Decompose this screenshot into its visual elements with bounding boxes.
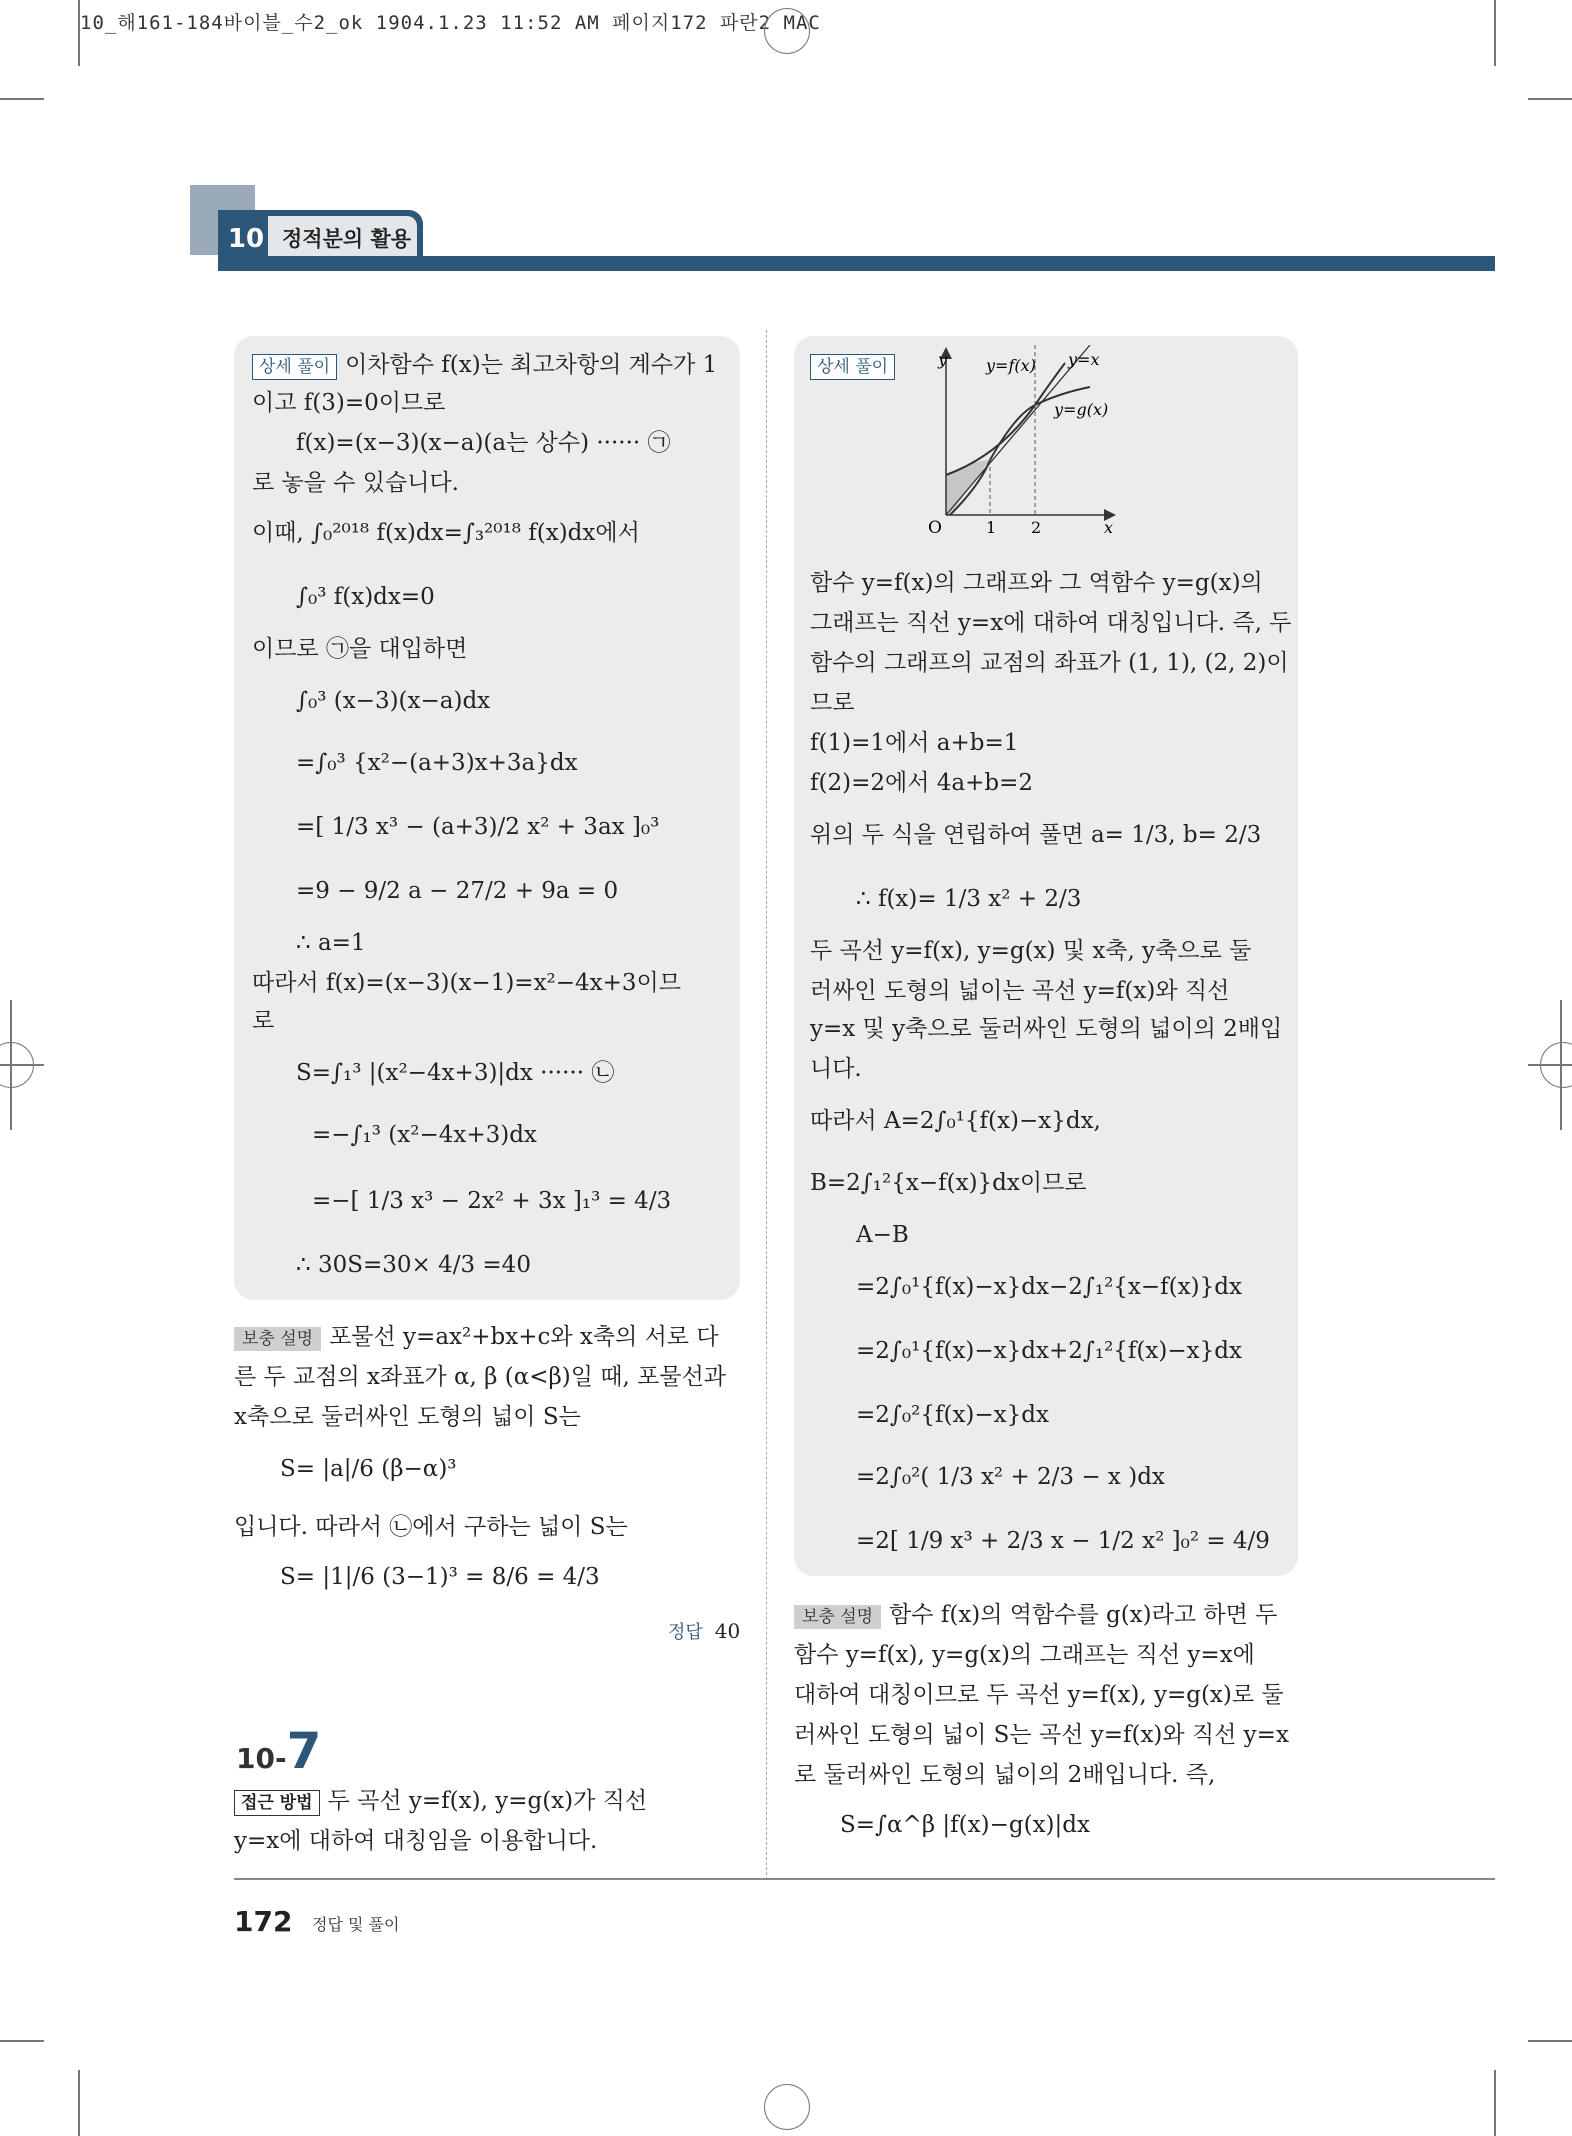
- right-panel-line-7: ∴ f(x)= 1/3 x² + 2/3: [856, 886, 1082, 912]
- problem-label: 10-7: [236, 1722, 322, 1780]
- left-panel-line-6: 이므로 ㉠을 대입하면: [252, 636, 468, 662]
- graph-tick-2: 2: [1031, 518, 1042, 537]
- problem-line-1: y=x에 대하여 대칭임을 이용합니다.: [234, 1828, 598, 1854]
- approach-tag: 접근 방법: [234, 1790, 320, 1816]
- right-note-tag: 보충 설명: [794, 1605, 881, 1629]
- right-solution-tag: 상세 풀이: [810, 354, 895, 380]
- graph-axis-y: y: [938, 350, 948, 369]
- crop-mark: [1528, 1064, 1572, 1066]
- answer-value: 40: [714, 1619, 741, 1643]
- right-note-line-1: 함수 y=f(x), y=g(x)의 그래프는 직선 y=x에: [794, 1642, 1255, 1668]
- crop-mark: [0, 1064, 44, 1066]
- left-panel-line-13: 로: [252, 1008, 275, 1034]
- right-panel-line-8: 두 곡선 y=f(x), y=g(x) 및 x축, y축으로 둘: [810, 938, 1252, 964]
- chapter-bar: [218, 256, 1495, 271]
- right-panel-line-0: 함수 y=f(x)의 그래프와 그 역함수 y=g(x)의: [810, 570, 1263, 596]
- left-panel-line-11: ∴ a=1: [296, 930, 366, 956]
- left-note-line-2: x축으로 둘러싸인 도형의 넓이 S는: [234, 1404, 581, 1430]
- right-solution-tag-wrap: [810, 350, 903, 380]
- left-panel-line-8: =∫₀³ {x²−(a+3)x+3a}dx: [296, 750, 578, 776]
- problem-line-0: 접근 방법 두 곡선 y=f(x), y=g(x)가 직선: [234, 1786, 647, 1816]
- left-note-tag: 보충 설명: [234, 1327, 321, 1351]
- crop-mark: [1528, 98, 1572, 100]
- right-panel-line-4: f(1)=1에서 a+b=1: [810, 730, 1019, 756]
- left-solution-tag: 상세 풀이: [252, 354, 337, 380]
- chapter-title: 정적분의 활용: [282, 227, 412, 251]
- left-panel-line-7: ∫₀³ (x−3)(x−a)dx: [296, 688, 491, 714]
- left-panel-line-15: =−∫₁³ (x²−4x+3)dx: [312, 1122, 537, 1148]
- page-number: 172: [234, 1905, 293, 1938]
- right-panel-line-1: 그래프는 직선 y=x에 대하여 대칭입니다. 즉, 두: [810, 610, 1292, 636]
- right-note-line-5: S=∫α^β |f(x)−g(x)|dx: [840, 1812, 1090, 1838]
- right-panel-line-13: B=2∫₁²{x−f(x)}dx이므로: [810, 1170, 1087, 1196]
- crop-mark: [1560, 1000, 1562, 1130]
- crop-mark: [1528, 2040, 1572, 2042]
- left-panel-line-2: f(x)=(x−3)(x−a)(a는 상수) ······ ㉠: [296, 430, 671, 456]
- left-panel-line-17: ∴ 30S=30× 4/3 =40: [296, 1252, 531, 1278]
- left-note-line-1: 른 두 교점의 x좌표가 α, β (α<β)일 때, 포물선과: [234, 1364, 727, 1390]
- right-panel-line-18: =2∫₀²( 1/3 x² + 2/3 − x )dx: [856, 1464, 1165, 1490]
- right-note-line-2: 대하여 대칭이므로 두 곡선 y=f(x), y=g(x)로 둘: [794, 1682, 1284, 1708]
- graph-label-yx: y=x: [1068, 350, 1100, 369]
- left-panel-line-9: =[ 1/3 x³ − (a+3)/2 x² + 3ax ]₀³: [296, 814, 660, 840]
- right-panel-line-15: =2∫₀¹{f(x)−x}dx−2∫₁²{x−f(x)}dx: [856, 1274, 1242, 1300]
- left-panel-line-4: 이때, ∫₀²⁰¹⁸ f(x)dx=∫₃²⁰¹⁸ f(x)dx에서: [252, 520, 640, 546]
- right-note-line-4: 로 둘러싸인 도형의 넓이의 2배입니다. 즉,: [794, 1762, 1216, 1788]
- crop-mark: [1494, 2070, 1496, 2136]
- graph-tick-1: 1: [986, 518, 997, 537]
- left-panel-line-14: S=∫₁³ |(x²−4x+3)|dx ······ ㉡: [296, 1060, 615, 1086]
- left-note-line-4: 입니다. 따라서 ㉡에서 구하는 넓이 S는: [234, 1514, 628, 1540]
- right-note-line-3: 러싸인 도형의 넓이 S는 곡선 y=f(x)와 직선 y=x: [794, 1722, 1289, 1748]
- left-panel-line-5: ∫₀³ f(x)dx=0: [296, 584, 435, 610]
- left-panel-line-10: =9 − 9/2 a − 27/2 + 9a = 0: [296, 878, 619, 904]
- left-panel-line-12: 따라서 f(x)=(x−3)(x−1)=x²−4x+3이므: [252, 970, 681, 996]
- crop-mark: [0, 2040, 44, 2042]
- function-graph: [900, 345, 1160, 545]
- right-panel-line-12: 따라서 A=2∫₀¹{f(x)−x}dx,: [810, 1108, 1101, 1134]
- left-note-line-5: S= |1|/6 (3−1)³ = 8/6 = 4/3: [280, 1564, 600, 1590]
- left-panel-line-1: 이고 f(3)=0이므로: [252, 390, 446, 416]
- answer-label: 정답: [668, 1622, 703, 1643]
- right-panel-line-19: =2[ 1/9 x³ + 2/3 x − 1/2 x² ]₀² = 4/9: [856, 1528, 1270, 1554]
- crop-mark: [0, 98, 44, 100]
- right-panel-line-5: f(2)=2에서 4a+b=2: [810, 770, 1033, 796]
- registration-mark: [764, 8, 810, 54]
- crop-mark: [78, 2070, 80, 2136]
- crop-mark: [78, 0, 80, 66]
- footer-title: 정답 및 풀이: [312, 1915, 400, 1934]
- left-note-line-3: S= |a|/6 (β−α)³: [280, 1456, 457, 1482]
- right-panel-line-9: 러싸인 도형의 넓이는 곡선 y=f(x)와 직선: [810, 978, 1230, 1004]
- graph-label-gx: y=g(x): [1054, 400, 1109, 419]
- graph-label-fx: y=f(x): [986, 356, 1036, 375]
- right-panel-line-3: 므로: [810, 690, 855, 716]
- crop-mark: [10, 1000, 12, 1130]
- print-header: 10_해161-184바이블_수2_ok 1904.1.23 11:52 AM 페이지172 파란2 MAC: [80, 12, 821, 34]
- left-panel-line-3: 로 놓을 수 있습니다.: [252, 470, 459, 496]
- left-panel-line-0: 상세 풀이 이차함수 f(x)는 최고차항의 계수가 1: [252, 350, 717, 380]
- answer: [668, 1618, 740, 1644]
- footer-rule: [234, 1878, 1495, 1880]
- graph-axis-x: x: [1104, 518, 1114, 537]
- right-panel-line-17: =2∫₀²{f(x)−x}dx: [856, 1402, 1049, 1428]
- right-note-line-0: 보충 설명 함수 f(x)의 역함수를 g(x)라고 하면 두: [794, 1600, 1277, 1630]
- right-panel-line-2: 함수의 그래프의 교점의 좌표가 (1, 1), (2, 2)이: [810, 650, 1289, 676]
- crop-mark: [1494, 0, 1496, 66]
- chapter-number: 10: [224, 216, 268, 262]
- left-note-line-0: 보충 설명 포물선 y=ax²+bx+c와 x축의 서로 다: [234, 1322, 719, 1352]
- left-panel-line-16: =−[ 1/3 x³ − 2x² + 3x ]₁³ = 4/3: [312, 1188, 672, 1214]
- graph-origin: O: [928, 518, 942, 538]
- registration-mark: [764, 2084, 810, 2130]
- right-panel-line-11: 니다.: [810, 1056, 862, 1082]
- right-panel-line-10: y=x 및 y축으로 둘러싸인 도형의 넓이의 2배입: [810, 1016, 1283, 1042]
- right-panel-line-16: =2∫₀¹{f(x)−x}dx+2∫₁²{f(x)−x}dx: [856, 1338, 1242, 1364]
- right-panel-line-14: A−B: [856, 1222, 909, 1248]
- column-divider: [766, 330, 767, 1880]
- right-panel-line-6: 위의 두 식을 연립하여 풀면 a= 1/3, b= 2/3: [810, 822, 1262, 848]
